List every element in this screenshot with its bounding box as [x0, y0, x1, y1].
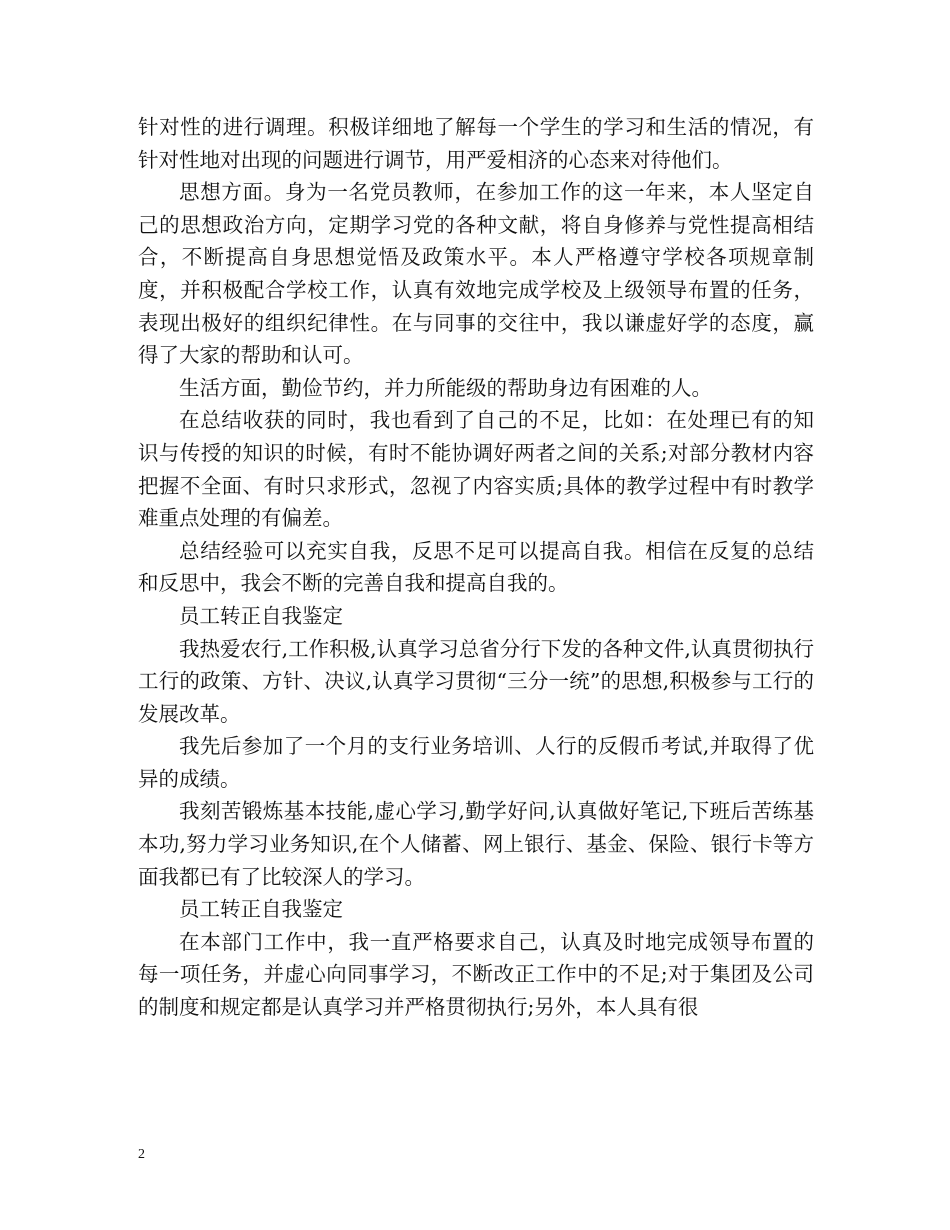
paragraph: 在本部门工作中，我一直严格要求自己，认真及时地完成领导布置的每一项任务，并虚心向同事学习，不断改正工作中的不足;对于集团及公司的制度和规定都是认真学习并严格贯彻执行;另外，本人具有很 [138, 929, 814, 1020]
paragraph: 我先后参加了一个月的支行业务培训、人行的反假币考试,并取得了优异的成绩。 [138, 734, 814, 791]
paragraph: 针对性的进行调理。积极详细地了解每一个学生的学习和生活的情况，有针对性地对出现的问题进行调节，用严爱相济的心态来对待他们。 [138, 115, 814, 172]
paragraph: 员工转正自我鉴定 [179, 897, 343, 922]
paragraph: 我热爱农行,工作积极,认真学习总省分行下发的各种文件,认真贯彻执行工行的政策、方针、决议,认真学习贯彻“三分一统”的思想,积极参与工行的发展改革。 [138, 636, 814, 726]
paragraph: 思想方面。身为一名党员教师，在参加工作的这一年来，本人坚定自己的思想政治方向，定期学习党的各种文献，将自身修养与党性提高相结合，不断提高自身思想觉悟及政策水平。本人严格遵守学校各项规章制度，并积极配合学校工作，认真有效地完成学校及上级领导布置的任务，表现出极好的组织纪律性。在与同事的交往中，我以谦虚好学的态度，赢得了大家的帮助和认可。 [138, 180, 814, 368]
paragraph: 生活方面，勤俭节约，并力所能级的帮助身边有困难的人。 [179, 375, 712, 400]
paragraph: 员工转正自我鉴定 [179, 603, 343, 628]
paragraph: 在总结收获的同时，我也看到了自己的不足，比如：在处理已有的知识与传授的知识的时候，有时不能协调好两者之间的关系;对部分教材内容把握不全面、有时只求形式，忽视了内容实质;具体的教学过程中有时教学难重点处理的有偏差。 [138, 408, 814, 531]
paragraph: 我刻苦锻炼基本技能,虚心学习,勤学好问,认真做好笔记,下班后苦练基本功,努力学习业务知识,在个人储蓄、网上银行、基金、保险、银行卡等方面我都已有了比较深人的学习。 [138, 799, 814, 889]
document-body [138, 111, 814, 1024]
page-number: 2 [138, 1147, 145, 1162]
paragraph: 总结经验可以充实自我，反思不足可以提高自我。相信在反复的总结和反思中，我会不断的完善自我和提高自我的。 [138, 538, 814, 596]
